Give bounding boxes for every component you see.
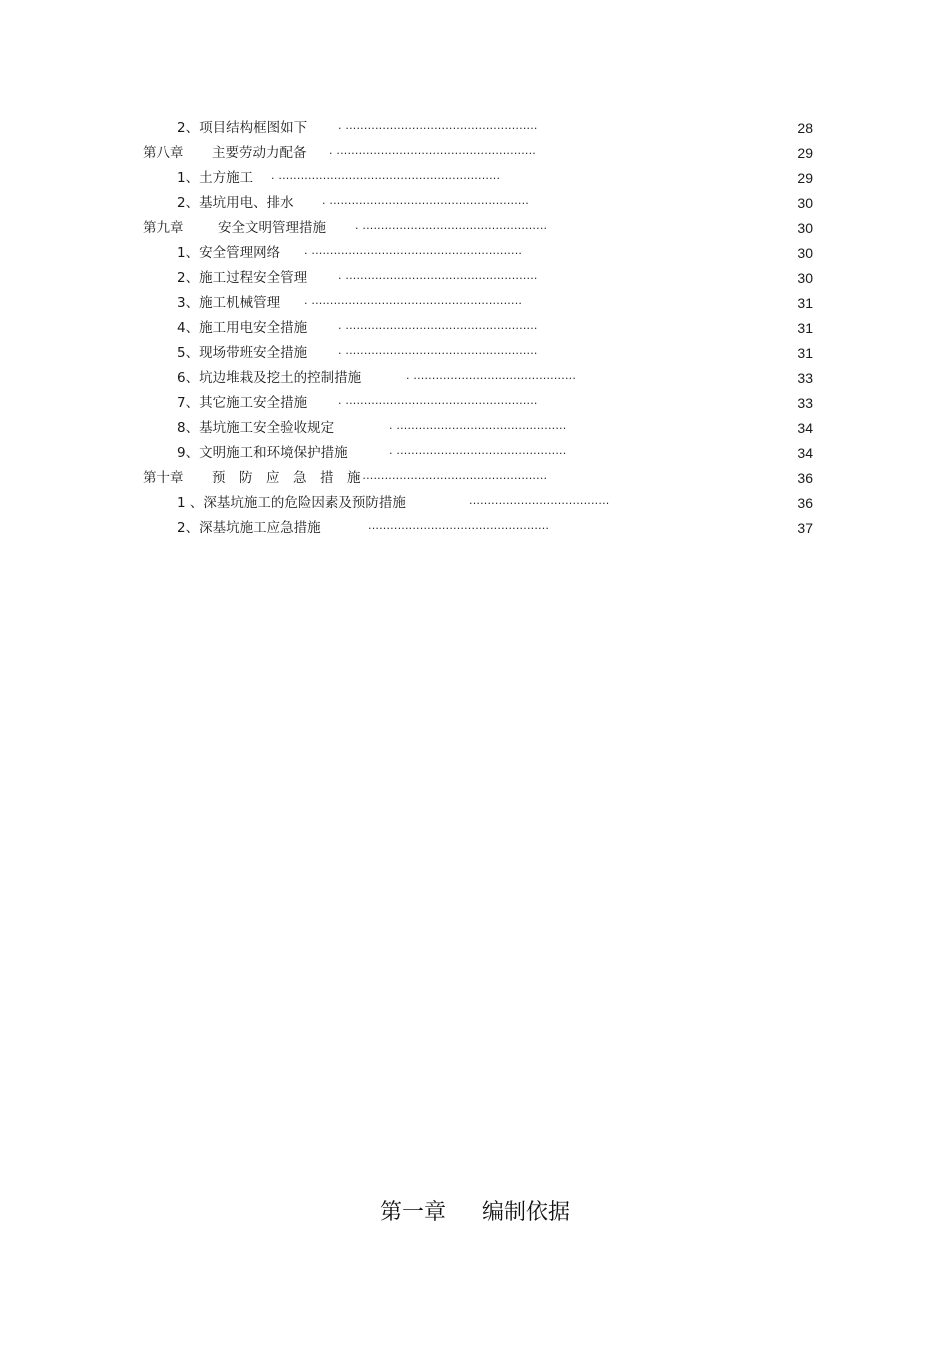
toc-entry-label: 7、其它施工安全措施	[177, 395, 308, 411]
toc-page-number: 31	[797, 345, 813, 361]
toc-leader-dots: . ....................................................	[338, 394, 538, 407]
toc-leader-dots: . ....................................................	[338, 344, 538, 357]
toc-leader-dots: ......................................	[469, 494, 610, 507]
toc-leader-dots: . ......................................................	[322, 194, 530, 207]
toc-leader-dots: . ....................................................	[338, 319, 538, 332]
toc-chapter-number: 第九章	[143, 220, 184, 236]
chapter-number: 第一章	[379, 1200, 446, 1225]
toc-entry-label: 1 、深基坑施工的危险因素及预防措施	[177, 495, 406, 511]
toc-entry-label: 8、基坑施工安全验收规定	[177, 420, 335, 436]
toc-page-number: 30	[797, 270, 813, 286]
toc-page-number: 36	[797, 470, 813, 486]
toc-leader-dots: . ............................................................	[271, 169, 501, 182]
toc-leader-dots: . ..............................................	[389, 444, 567, 457]
toc-leader-dots: . ......................................................	[329, 144, 537, 157]
toc-leader-dots: . .........................................................	[304, 244, 523, 257]
toc-leader-dots: . ....................................................	[338, 119, 538, 132]
toc-page-number: 31	[797, 320, 813, 336]
toc-leader-dots: . .........................................................	[304, 294, 523, 307]
toc-page-number: 29	[797, 145, 813, 161]
toc-leader-dots: . ....................................................	[338, 269, 538, 282]
toc-entry-label: 2、深基坑施工应急措施	[177, 520, 321, 536]
toc-page-number: 30	[797, 245, 813, 261]
toc-entry-label: 1、土方施工	[177, 170, 254, 186]
toc-entry-label: 2、施工过程安全管理	[177, 270, 308, 286]
toc-page-number: 33	[797, 370, 813, 386]
toc-leader-dots: . ..............................................	[389, 419, 567, 432]
chapter-heading	[0, 1195, 950, 1226]
toc-page-number: 33	[797, 395, 813, 411]
chapter-title: 编制依据	[482, 1200, 571, 1225]
toc-page-number: 37	[797, 520, 813, 536]
toc-entry-label: 5、现场带班安全措施	[177, 345, 308, 361]
toc-page-number: 31	[797, 295, 813, 311]
toc-entry-label: 6、坑边堆栽及挖土的控制措施	[177, 370, 362, 386]
toc-chapter-number: 第十章	[143, 470, 184, 486]
toc-page-number: 28	[797, 120, 813, 136]
toc-entry-label: 2、项目结构框图如下	[177, 120, 308, 136]
toc-page-number: 34	[797, 420, 813, 436]
toc-entry-label: 2、基坑用电、排水	[177, 195, 294, 211]
toc-entry-label: 3、施工机械管理	[177, 295, 281, 311]
toc-chapter-title: 主要劳动力配备	[212, 145, 307, 161]
toc-chapter-title: 安全文明管理措施	[218, 220, 326, 236]
toc-entry-label: 9、文明施工和环境保护措施	[177, 445, 348, 461]
toc-chapter-title: 预 防 应 急 措 施	[212, 470, 361, 486]
toc-entry-label: 1、安全管理网络	[177, 245, 281, 261]
toc-page-number: 30	[797, 220, 813, 236]
table-of-contents	[0, 116, 950, 541]
toc-entry-label: 4、施工用电安全措施	[177, 320, 308, 336]
toc-page-number: 29	[797, 170, 813, 186]
toc-leader-dots: . ............................................	[406, 369, 577, 382]
toc-chapter-number: 第八章	[143, 145, 184, 161]
toc-page-number: 34	[797, 445, 813, 461]
toc-entry[interactable]	[0, 516, 950, 541]
toc-leader-dots: .................................................	[368, 519, 550, 532]
toc-page-number: 30	[797, 195, 813, 211]
toc-leader-dots: . ..................................................	[355, 219, 548, 232]
toc-leader-dots: . ..................................................	[355, 469, 548, 482]
toc-page-number: 36	[797, 495, 813, 511]
